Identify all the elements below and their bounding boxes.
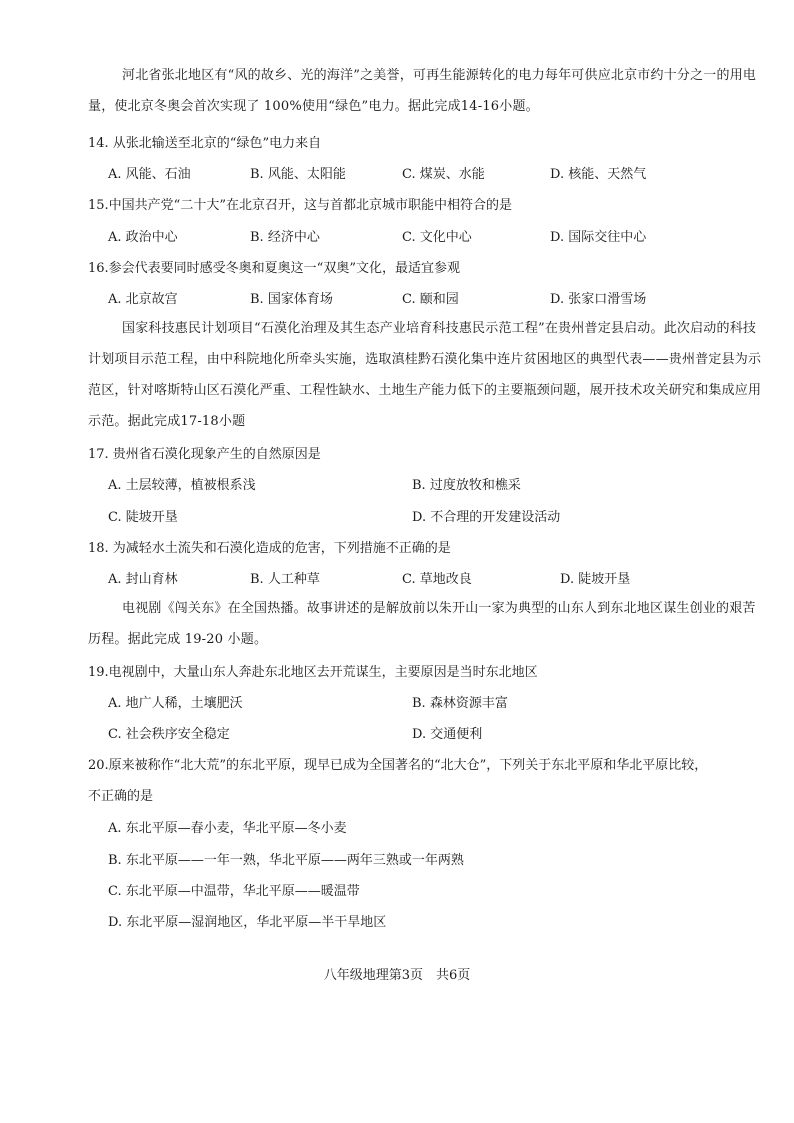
q16-option-d: D. 张家口滑雪场 bbox=[550, 292, 647, 307]
q15-option-c: C. 文化中心 bbox=[402, 230, 472, 245]
q14-option-d: D. 核能、天然气 bbox=[550, 167, 647, 182]
q15-option-b: B. 经济中心 bbox=[250, 230, 320, 245]
q18-option-a: A. 封山育林 bbox=[108, 572, 178, 587]
q18-option-b: B. 人工种草 bbox=[250, 572, 320, 587]
question-17-stem: 17. 贵州省石漠化现象产生的自然原因是 bbox=[88, 447, 321, 462]
q20-option-b: B. 东北平原——一年一熟，华北平原——两年三熟或一年两熟 bbox=[108, 853, 464, 868]
q15-option-d: D. 国际交往中心 bbox=[550, 230, 647, 245]
q17-option-a: A. 土层较薄，植被根系浅 bbox=[108, 478, 256, 493]
q16-option-b: B. 国家体育场 bbox=[250, 292, 333, 307]
q19-option-b: B. 森林资源丰富 bbox=[412, 696, 508, 711]
q20-option-a: A. 东北平原—春小麦，华北平原—冬小麦 bbox=[108, 821, 347, 836]
q14-option-b: B. 风能、太阳能 bbox=[250, 167, 346, 182]
q20-option-c: C. 东北平原—中温带，华北平原——暖温带 bbox=[108, 884, 360, 899]
q15-option-a: A. 政治中心 bbox=[108, 230, 178, 245]
q17-option-b: B. 过度放牧和樵采 bbox=[412, 478, 521, 493]
question-19-stem: 19.电视剧中，大量山东人奔赴东北地区去开荒谋生，主要原因是当时东北地区 bbox=[88, 665, 538, 680]
q17-option-c: C. 陡坡开垦 bbox=[108, 510, 178, 525]
q18-option-c: C. 草地改良 bbox=[402, 572, 472, 587]
question-16-stem: 16.参会代表要同时感受冬奥和夏奥这一“双奥”文化，最适宜参观 bbox=[88, 261, 460, 276]
passage-zhangbei: 河北省张北地区有“风的故乡、光的海洋”之美誉，可再生能源转化的电力每年可供应北京市约十分之一的用电量，使北京冬奥会首次实现了 100%使用“绿色”电力。据此完成14-16小题。 bbox=[88, 68, 757, 114]
question-20-stem-line1: 20.原来被称作“北大荒”的东北平原，现早已成为全国著名的“北大仓”，下列关于东北平原和华北平原比较， bbox=[88, 758, 708, 773]
q14-option-c: C. 煤炭、水能 bbox=[402, 167, 485, 182]
q19-option-d: D. 交通便利 bbox=[412, 727, 483, 742]
passage-rocky-desertification: 国家科技惠民计划项目“石漠化治理及其生态产业培育科技惠民示范工程”在贵州普定县启动。此次启动的科技计划项目示范工程，由中科院地化所牵头实施，选取滇桂黔石漠化集中连片贫困地区的典型代表——贵州普定县为示范区，针对喀斯特山区石漠化严重、工程性缺水、土地生产能力低下的主要瓶颈问题，展开技术攻关研究和集成应用示范。据此完成17-18小题 bbox=[88, 321, 762, 429]
question-20-stem-line2: 不正确的是 bbox=[88, 789, 154, 804]
q20-option-d: D. 东北平原—湿润地区，华北平原—半干旱地区 bbox=[108, 915, 387, 930]
q16-option-c: C. 颐和园 bbox=[402, 292, 459, 307]
question-18-stem: 18. 为减轻水土流失和石漠化造成的危害，下列措施不正确的是 bbox=[88, 541, 451, 556]
page-footer: 八年级地理第3页 共6页 bbox=[323, 968, 471, 983]
q18-option-d: D. 陡坡开垦 bbox=[560, 572, 631, 587]
question-15-stem: 15.中国共产党“二十大”在北京召开，这与首都北京城市职能中相符合的是 bbox=[88, 198, 512, 213]
q19-option-c: C. 社会秩序安全稳定 bbox=[108, 727, 230, 742]
passage-chuang-guandong: 电视剧《闯关东》在全国热播。故事讲述的是解放前以朱开山一家为典型的山东人到东北地区谋生创业的艰苦历程。据此完成 19-20 小题。 bbox=[88, 601, 756, 647]
q16-option-a: A. 北京故宫 bbox=[108, 292, 178, 307]
q19-option-a: A. 地广人稀，土壤肥沃 bbox=[108, 696, 243, 711]
q17-option-d: D. 不合理的开发建设活动 bbox=[412, 510, 561, 525]
question-14-stem: 14. 从张北输送至北京的“绿色”电力来自 bbox=[88, 136, 322, 151]
q14-option-a: A. 风能、石油 bbox=[108, 167, 191, 182]
